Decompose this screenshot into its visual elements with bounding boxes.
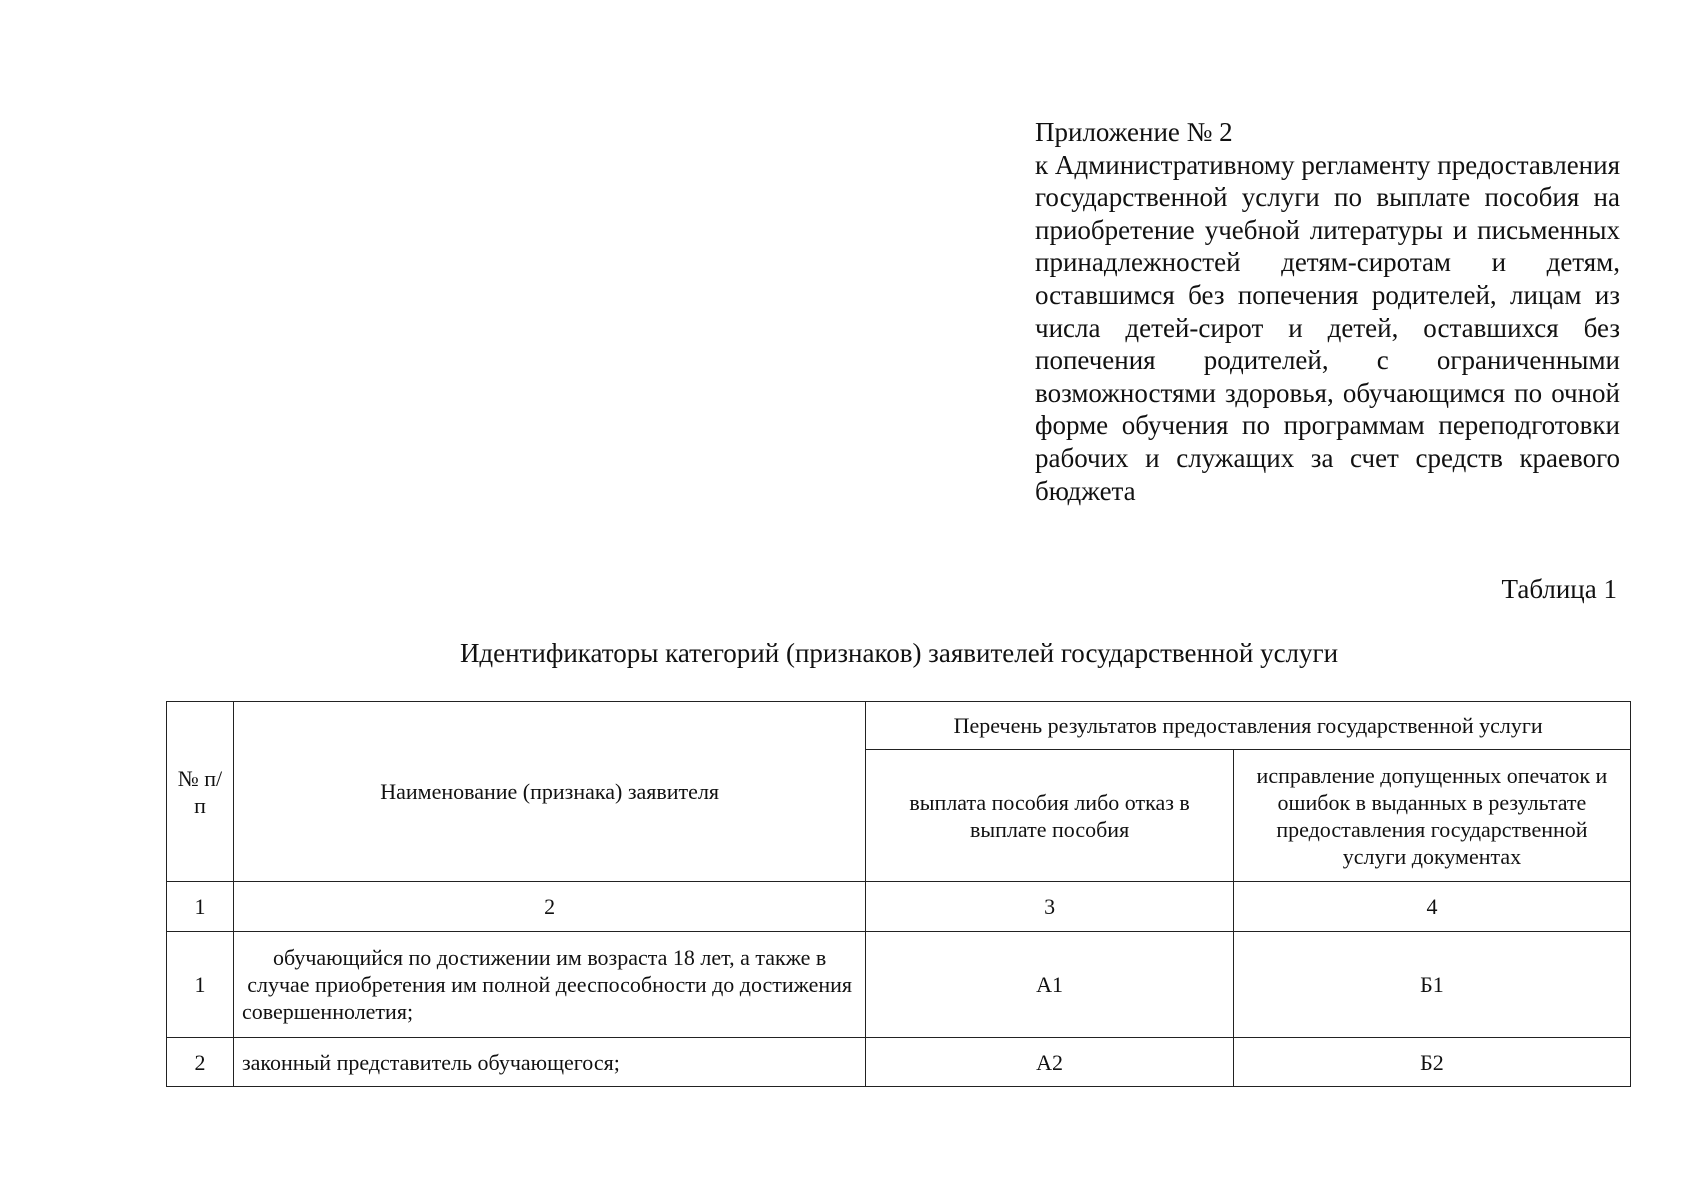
row-result-2: Б1 — [1233, 932, 1630, 1038]
column-number: 2 — [233, 882, 865, 932]
column-number-row — [167, 882, 1631, 932]
column-number: 1 — [167, 882, 234, 932]
header-results-group: Перечень результатов предоставления государственной услуги — [866, 702, 1631, 750]
row-applicant-name: обучающийся по достижении им возраста 18 лет, а также в случае приобретения им полной дееспособности до достижения совершеннолетия; — [233, 932, 865, 1038]
row-result-1: А2 — [866, 1038, 1234, 1087]
table-label: Таблица 1 — [1501, 574, 1617, 604]
header-result-1: выплата пособия либо отказ в выплате пособия — [866, 750, 1234, 882]
table-row — [167, 932, 1631, 1038]
annex-block — [1035, 116, 1620, 507]
table-title: Идентификаторы категорий (признаков) заявителей государственной услуги — [459, 638, 1339, 668]
row-applicant-name: законный представитель обучающегося; — [233, 1038, 865, 1087]
column-number: 3 — [866, 882, 1234, 932]
row-num: 1 — [167, 932, 234, 1038]
header-name: Наименование (признака) заявителя — [233, 702, 865, 882]
annex-body: к Административному регламенту предоставления государственной услуги по выплате пособия на приобретение учебной литературы и письменных принадлежностей детям-сиротам и детям, оставшимся без попечения родителей, лицам из числа детей-сирот и детей, оставшихся без попечения родителей, с ограниченными возможностями здоровья, обучающимся по очной форме обучения по программам переподготовки рабочих и служащих за счет средств краевого бюджета — [1035, 149, 1620, 506]
header-result-2: исправление допущенных опечаток и ошибок в выданных в результате предоставления государственной услуги документах — [1233, 750, 1630, 882]
row-num: 2 — [167, 1038, 234, 1087]
column-number: 4 — [1233, 882, 1630, 932]
table-row — [167, 1038, 1631, 1087]
applicant-categories-table — [166, 701, 1631, 1087]
table-header-row — [167, 702, 1631, 750]
row-result-1: А1 — [866, 932, 1234, 1038]
annex-title: Приложение № 2 — [1035, 117, 1233, 147]
header-num: № п/п — [167, 702, 234, 882]
row-result-2: Б2 — [1233, 1038, 1630, 1087]
